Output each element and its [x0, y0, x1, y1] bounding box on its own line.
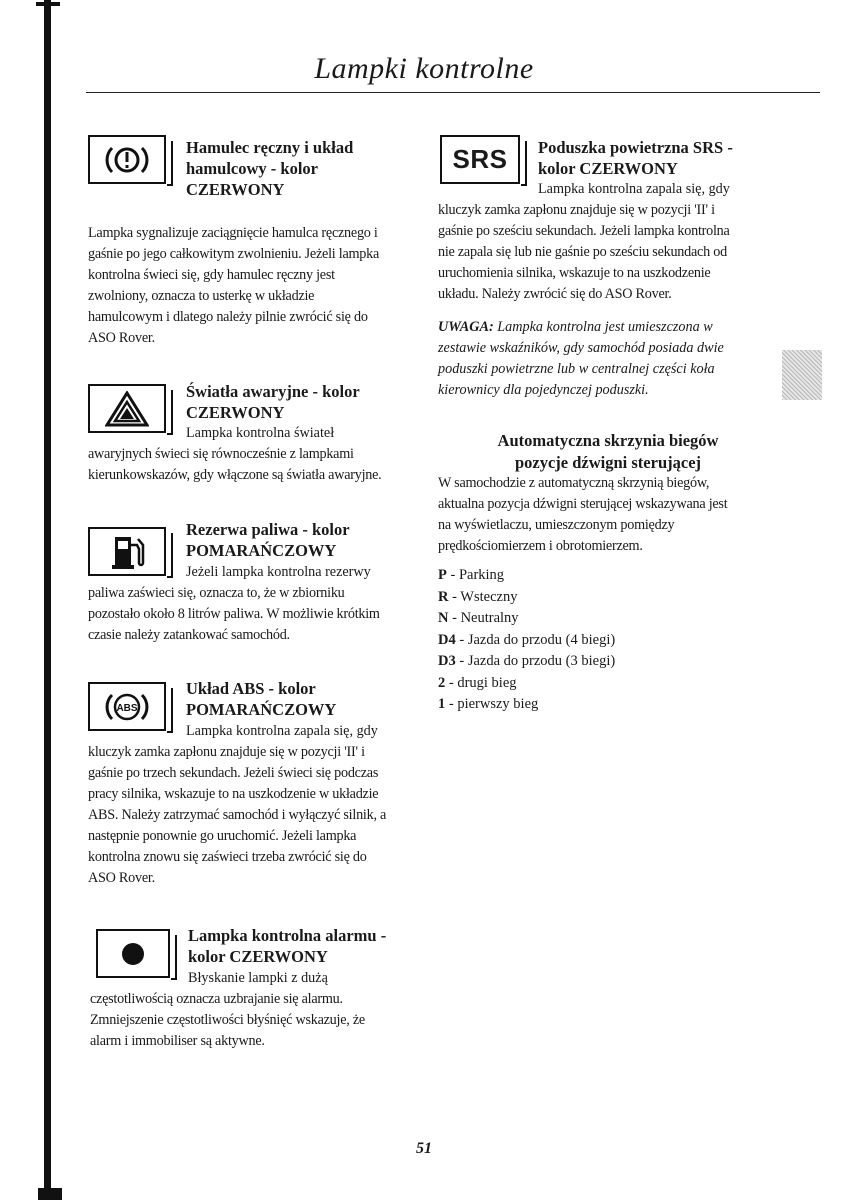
srs-line: kluczyk zamka zapłonu znajduje się w pozycji 'II' i	[438, 202, 715, 218]
hazard-heading	[186, 381, 360, 423]
handbrake-line: zwolniony, oznacza to usterkę w układzie	[88, 288, 315, 304]
abs-line: ABS. Należy zatrzymać samochód i wyłączyć silnik, a	[88, 807, 387, 823]
fuel-body	[88, 583, 418, 646]
gearbox-heading	[438, 430, 778, 474]
gear-position-item	[438, 630, 615, 652]
hazard-heading-line1: Światła awaryjne - kolor	[186, 382, 360, 401]
abs-line: pracy silnika, wskazuje to na uszkodzenie w układzie	[88, 786, 379, 802]
alarm-line: alarm i immobiliser są aktywne.	[90, 1033, 265, 1049]
gearbox-heading-line2: pozycje dźwigni sterującej	[514, 453, 702, 472]
srs-line: nie zapala się lub nie gaśnie po sześciu sekundach od	[438, 244, 727, 260]
fuel-pump-icon	[88, 527, 166, 576]
title-rule	[86, 92, 820, 93]
fuel-heading-line2: POMARAŃCZOWY	[186, 541, 337, 560]
srs-airbag-icon	[440, 135, 520, 184]
abs-line: następnie ponownie go uruchomić. Jeżeli lampka	[88, 828, 357, 844]
handbrake-heading	[186, 137, 353, 200]
gearbox-heading-line1: Automatyczna skrzynia biegów	[497, 431, 719, 450]
srs-note	[438, 317, 778, 401]
alarm-heading	[188, 925, 386, 967]
gear-code: D4	[438, 631, 456, 648]
hazard-body-first	[186, 423, 426, 444]
handbrake-heading-line3: CZERWONY	[186, 180, 285, 199]
gear-position-list	[438, 565, 615, 716]
abs-body	[88, 742, 418, 889]
abs-line: ASO Rover.	[88, 870, 155, 886]
gear-code: N	[438, 610, 449, 626]
alarm-body-first	[188, 968, 428, 989]
handbrake-heading-line1: Hamulec ręczny i układ	[186, 138, 354, 157]
fuel-heading-line1: Rezerwa paliwa - kolor	[186, 520, 350, 539]
srs-note-line: kierownicy dla pojedynczej poduszki.	[438, 382, 649, 398]
abs-line: kluczyk zamka zapłonu znajduje się w pozycji 'II' i	[88, 744, 365, 760]
gearbox-line: prędkościomierzem i obrotomierzem.	[438, 538, 643, 554]
gearbox-line: aktualna pozycja dźwigni sterującej wskazywana jest	[438, 496, 728, 512]
alarm-heading-line2: kolor CZERWONY	[188, 947, 328, 966]
binding-foot	[38, 1188, 62, 1200]
srs-heading-line2: kolor CZERWONY	[538, 159, 678, 178]
abs-heading-line2: POMARAŃCZOWY	[186, 700, 337, 719]
thumb-index-tab	[782, 350, 822, 400]
gear-code: 2	[438, 674, 446, 691]
srs-line: Lampka kontrolna zapala się, gdy	[538, 181, 730, 197]
gear-position-item	[438, 565, 615, 587]
srs-heading	[538, 137, 733, 179]
srs-icon-label: SRS	[452, 144, 508, 174]
abs-icon-label: ABS	[116, 702, 138, 714]
srs-note-line: zestawie wskaźników, gdy samochód posiada dwie	[438, 340, 724, 356]
gear-code: P	[438, 567, 447, 583]
gear-label: - drugi bieg	[448, 674, 517, 691]
brake-warning-icon	[88, 135, 166, 184]
srs-body-first	[538, 179, 778, 200]
srs-body	[438, 200, 778, 305]
srs-note-label: UWAGA:	[438, 319, 494, 335]
binding-cap-icon	[36, 0, 60, 24]
abs-warning-icon	[88, 682, 166, 731]
alarm-dot-icon	[96, 929, 170, 978]
alarm-heading-line1: Lampka kontrolna alarmu -	[188, 926, 387, 945]
gear-code: R	[438, 588, 449, 605]
gear-code: D3	[438, 653, 456, 669]
alarm-body	[90, 989, 420, 1052]
gearbox-line: W samochodzie z automatyczną skrzynią biegów,	[438, 475, 710, 491]
fuel-line: Jeżeli lampka kontrolna rezerwy	[186, 564, 371, 580]
hazard-triangle-icon	[88, 384, 166, 433]
alarm-line: Zmniejszenie częstotliwości błyśnięć wskazuje, że	[90, 1012, 365, 1028]
hazard-line: Lampka kontrolna świateł	[186, 425, 335, 441]
srs-line: układu. Należy zwrócić się do ASO Rover.	[438, 286, 672, 302]
srs-line: gaśnie po sześciu sekundach. Jeżeli lampka kontrolna	[438, 223, 730, 239]
gear-label: - Jazda do przodu (3 biegi)	[459, 653, 616, 669]
gear-label: - Neutralny	[452, 610, 519, 626]
handbrake-line: kontrolna świeci się, gdy hamulec ręczny jest	[88, 267, 335, 283]
abs-heading	[186, 678, 336, 720]
handbrake-heading-line2: hamulcowy - kolor	[186, 159, 318, 178]
srs-line: uruchomienia silnika, wskazuje to na uszkodzenie	[438, 265, 711, 281]
handbrake-line: Lampka sygnalizuje zaciągnięcie hamulca ręcznego i	[88, 225, 378, 241]
gear-position-item	[438, 694, 615, 716]
srs-note-line: Lampka kontrolna jest umieszczona w	[497, 319, 713, 335]
alarm-line: Błyskanie lampki z dużą	[188, 970, 328, 986]
hazard-line: awaryjnych świeci się równocześnie z lampkami	[88, 446, 354, 462]
fuel-line: pozostało około 8 litrów paliwa. W możliwie krótkim	[88, 606, 380, 622]
fuel-body-first	[186, 562, 426, 583]
alarm-line: częstotliwością oznacza uzbrajanie się alarmu.	[90, 991, 343, 1007]
gearbox-line: na wyświetlaczu, umieszczonym pomiędzy	[438, 517, 675, 533]
fuel-line: czasie należy zatankować samochód.	[88, 627, 290, 643]
page-title: Lampki kontrolne	[314, 52, 534, 85]
abs-line: gaśnie po trzech sekundach. Jeżeli świeci się podczas	[88, 765, 379, 781]
gearbox-body	[438, 473, 778, 557]
binding-edge	[44, 0, 51, 1200]
gear-code: 1	[438, 696, 446, 712]
gear-label: - pierwszy bieg	[448, 696, 539, 712]
gear-label: - Wsteczny	[452, 588, 518, 605]
handbrake-line: hamulcowym i dlatego należy pilnie zwrócić się do	[88, 309, 368, 325]
srs-note-line: poduszki powietrzne lub w centralnej części koła	[438, 361, 715, 377]
fuel-heading	[186, 519, 350, 561]
gear-position-item	[438, 608, 615, 630]
gear-position-item	[438, 587, 615, 609]
abs-body-first	[186, 721, 426, 742]
hazard-body	[88, 444, 418, 486]
page-number: 51	[416, 1140, 432, 1157]
handbrake-body	[88, 223, 418, 349]
handbrake-line: gaśnie po jego całkowitym zwolnieniu. Jeżeli lampka	[88, 246, 380, 262]
gear-position-item	[438, 651, 615, 673]
hazard-line: kierunkowskazów, gdy włączone są światła awaryjne.	[88, 467, 382, 483]
gear-label: - Parking	[450, 567, 505, 583]
handbrake-line: ASO Rover.	[88, 330, 155, 346]
abs-line: Lampka kontrolna zapala się, gdy	[186, 723, 378, 739]
abs-heading-line1: Układ ABS - kolor	[186, 679, 316, 698]
abs-line: kontrolna znowu się zaświeci trzeba zwrócić się do	[88, 849, 367, 865]
gear-position-item	[438, 673, 615, 695]
fuel-line: paliwa zaświeci się, oznacza to, że w zbiorniku	[88, 585, 345, 601]
srs-heading-line1: Poduszka powietrzna SRS -	[538, 138, 733, 157]
gear-label: - Jazda do przodu (4 biegi)	[459, 631, 616, 648]
hazard-heading-line2: CZERWONY	[186, 403, 285, 422]
